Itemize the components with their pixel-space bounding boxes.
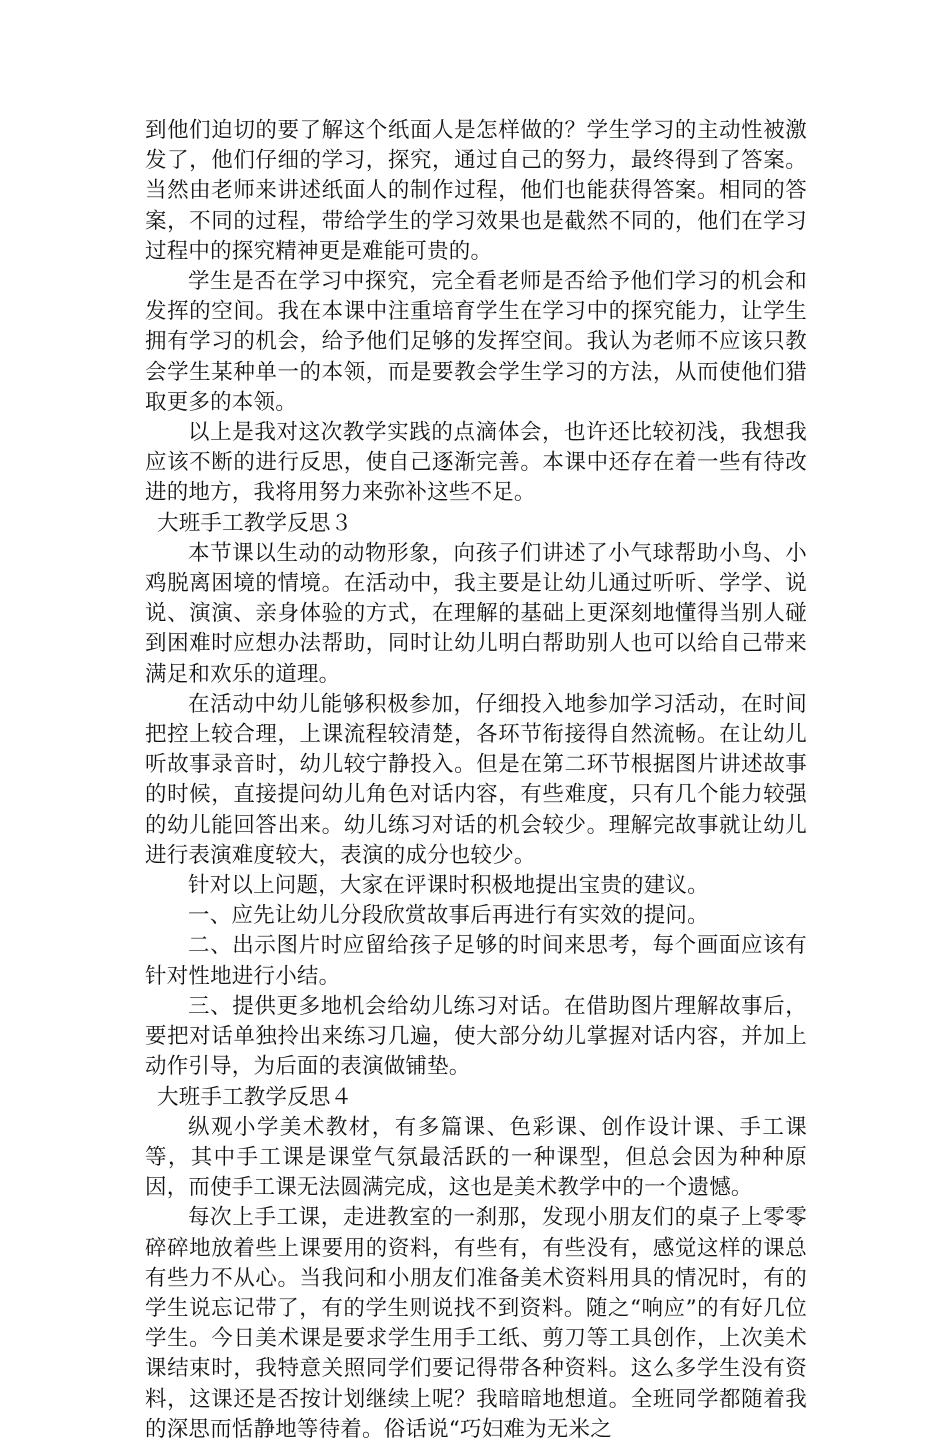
paragraph: 三、提供更多地机会给幼儿练习对话。在借助图片理解故事后，要把对话单独拎出来练习几遍，使大部分幼儿掌握对话内容，并加上动作引导，为后面的表演做铺垫。 <box>145 993 807 1080</box>
section-heading: 大班手工教学反思３ <box>157 510 353 536</box>
section-heading: 大班手工教学反思４ <box>157 1084 353 1110</box>
document-body <box>145 116 807 1445</box>
paragraph: 纵观小学美术教材，有多篇课、色彩课、创作设计课、手工课等，其中手工课是课堂气氛最活跃的一种课型，但总会因为种种原因，而使手工课无法圆满完成，这也是美术教学中的一个遗憾。 <box>145 1114 807 1201</box>
paragraph: 本节课以生动的动物形象，向孩子们讲述了小气球帮助小鸟、小鸡脱离困境的情境。在活动中，我主要是让幼儿通过听听、学学、说说、演演、亲身体验的方式，在理解的基础上更深刻地懂得当别人碰到困难时应想办法帮助，同时让幼儿明白帮助别人也可以给自己带来满足和欢乐的道理。 <box>145 540 807 687</box>
paragraph: 学生是否在学习中探究，完全看老师是否给予他们学习的机会和发挥的空间。我在本课中注重培育学生在学习中的探究能力，让学生拥有学习的机会，给予他们足够的发挥空间。我认为老师不应该只教会学生某种单一的本领，而是要教会学生学习的方法，从而使他们猎取更多的本领。 <box>145 269 807 415</box>
paragraph: 一、应先让幼儿分段欣赏故事后再进行有实效的提问。 <box>188 903 709 929</box>
paragraph: 到他们迫切的要了解这个纸面人是怎样做的？学生学习的主动性被激发了，他们仔细的学习，探究，通过自己的努力，最终得到了答案。当然由老师来讲述纸面人的制作过程，他们也能获得答案。相同的答案，不同的过程，带给学生的学习效果也是截然不同的，他们在学习过程中的探究精神更是难能可贵的。 <box>145 118 807 264</box>
paragraph: 以上是我对这次教学实践的点滴体会，也许还比较初浅，我想我应该不断的进行反思，使自己逐渐完善。本课中还存在着一些有待改进的地方，我将用努力来弥补这些不足。 <box>145 420 807 506</box>
paragraph: 二、出示图片时应留给孩子足够的时间来思考，每个画面应该有针对性地进行小结。 <box>145 933 807 989</box>
paragraph: 在活动中幼儿能够积极参加，仔细投入地参加学习活动，在时间把控上较合理，上课流程较清楚，各环节衔接得自然流畅。在让幼儿听故事录音时，幼儿较宁静投入。但是在第二环节根据图片讲述故事的时候，直接提问幼儿角色对话内容，有些难度，只有几个能力较强的幼儿能回答出来。幼儿练习对话的机会较少。理解完故事就让幼儿进行表演难度较大，表演的成分也较少。 <box>145 691 807 868</box>
paragraph: 针对以上问题，大家在评课时积极地提出宝贵的建议。 <box>188 873 709 899</box>
paragraph: 每次上手工课，走进教室的一刹那，发现小朋友们的桌子上零零碎碎地放着些上课要用的资料，有些有，有些没有，感觉这样的课总有些力不从心。当我问和小朋友们准备美术资料用具的情况时，有的学生说忘记带了，有的学生则说找不到资料。随之“响应”的有好几位学生。今日美术课是要求学生用手工纸、剪刀等工具创作，上次美术课结束时，我特意关照同学们要记得带各种资料。这么多学生没有资料，这课还是否按计划继续上呢？我暗暗地想道。全班同学都随着我的深思而恬静地等待着。俗话说“巧妇难为无米之 <box>145 1205 807 1442</box>
